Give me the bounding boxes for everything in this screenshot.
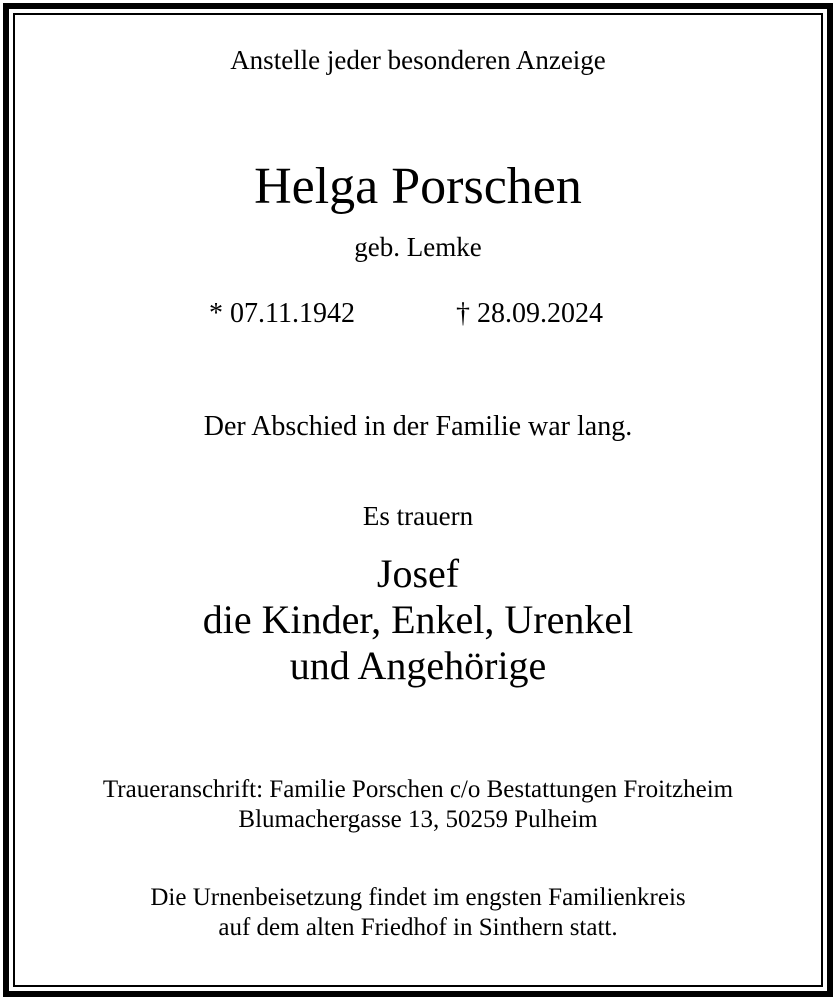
- deceased-name: Helga Porschen: [254, 158, 582, 215]
- note-line: Die Urnenbeisetzung findet im engsten Familienkreis: [150, 884, 686, 911]
- address-line: Traueranschrift: Familie Porschen c/o Bestattungen Froitzheim: [102, 776, 734, 803]
- notice-header: Anstelle jeder besonderen Anzeige: [230, 45, 606, 75]
- address-line: Blumachergasse 13, 50259 Pulheim: [238, 806, 598, 833]
- maiden-name: geb. Lemke: [354, 232, 482, 262]
- death-date: † 28.09.2024: [456, 298, 603, 329]
- note-line: auf dem alten Friedhof in Sinthern statt.: [218, 914, 618, 941]
- birth-date: * 07.11.1942: [209, 298, 355, 329]
- mourner-line: die Kinder, Enkel, Urenkel: [202, 597, 634, 642]
- mourner-line: Josef: [376, 551, 460, 596]
- mourner-line: und Angehörige: [289, 643, 547, 688]
- mourners-intro: Es trauern: [362, 501, 474, 531]
- motto: Der Abschied in der Familie war lang.: [203, 411, 633, 442]
- mourners-list: [0, 551, 836, 689]
- burial-note: [0, 883, 836, 943]
- mourning-address: [0, 775, 836, 835]
